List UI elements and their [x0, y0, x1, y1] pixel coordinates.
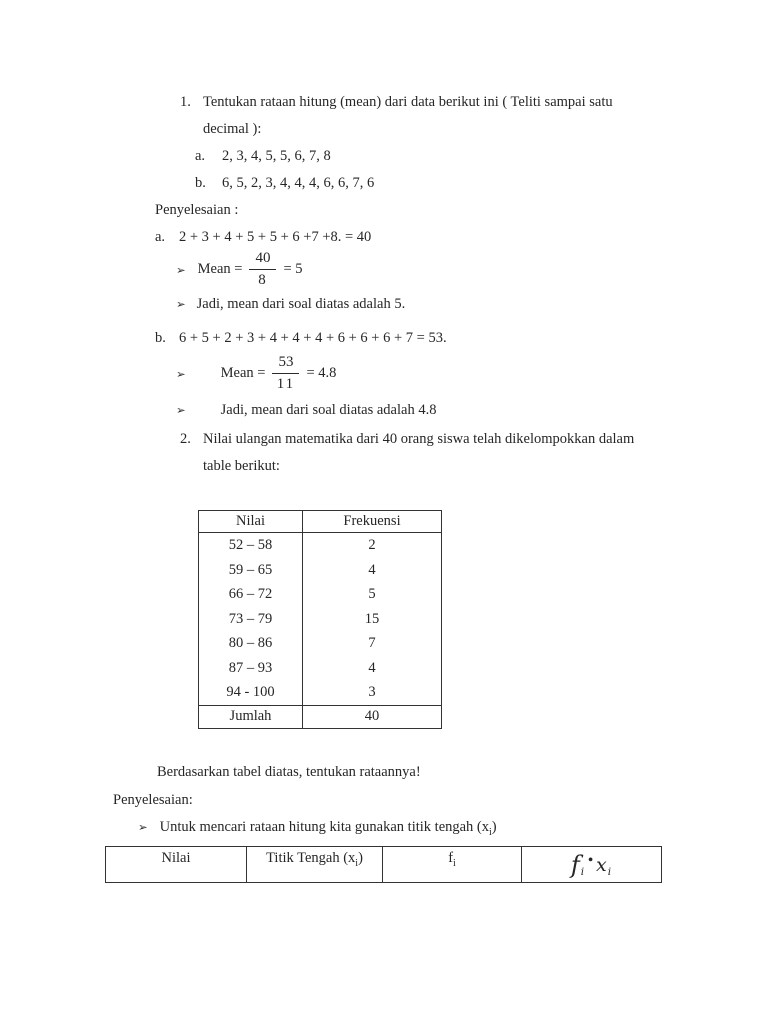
frekuensi-cell: 4 — [368, 561, 376, 578]
titik-tengah-close: ) — [358, 850, 363, 866]
solution-table-col-fi — [383, 847, 522, 882]
frekuensi-cell: 2 — [368, 537, 376, 553]
solution2-bullet-row — [138, 818, 497, 837]
solution-table-col-titik-tengah — [247, 847, 383, 882]
math-dot-operator: • — [588, 852, 594, 868]
problem1-item-a-values: 2, 3, 4, 5, 5, 6, 7, 8 — [222, 148, 331, 164]
solution1-a-conclusion: Jadi, mean dari soal diatas adalah 5. — [196, 296, 406, 312]
question2-text: Berdasarkan tabel diatas, tentukan rataannya! — [157, 764, 421, 780]
fraction-denominator: 11 — [276, 376, 296, 392]
math-x: x — [596, 853, 607, 876]
fraction-denominator: 8 — [258, 272, 268, 288]
solution-table-col-nilai: Nilai — [106, 847, 247, 882]
problem1-text-line2: decimal ): — [203, 121, 262, 137]
mean-result: = 5 — [283, 261, 303, 277]
bullet-text-post: ) — [491, 819, 497, 835]
solution1-b-conclusion-row — [176, 401, 436, 420]
mean-result: = 4.8 — [306, 365, 337, 381]
solution-table-col-fixi — [522, 847, 661, 882]
frekuensi-cell: 4 — [368, 659, 376, 676]
arrow-bullet-icon: ➢ — [176, 264, 186, 277]
problem1-number: 1. — [180, 94, 191, 110]
solution2-heading: Penyelesaian: — [113, 792, 193, 808]
subscript-i: i — [489, 826, 492, 838]
fraction-numerator: 40 — [249, 249, 276, 270]
fi-text: f — [448, 850, 454, 866]
problem1-item-b-label: b. — [195, 175, 206, 191]
table-row — [199, 656, 441, 681]
arrow-bullet-icon: ➢ — [176, 299, 186, 311]
nilai-cell: 59 – 65 — [199, 558, 303, 583]
table-row — [199, 582, 441, 607]
solution1-b-conclusion: Jadi, mean dari soal diatas adalah 4.8 — [220, 402, 437, 418]
arrow-bullet-icon: ➢ — [176, 368, 186, 381]
subscript-i: i — [453, 857, 456, 869]
solution1-b-mean-equation — [176, 353, 336, 394]
nilai-cell: 94 - 100 — [199, 680, 303, 705]
mean-label: Mean = — [197, 261, 243, 277]
problem1-text-line1: Tentukan rataan hitung (mean) dari data berikut ini ( Teliti sampai satu — [203, 94, 613, 110]
solution1-b-label: b. — [155, 330, 166, 346]
table-row — [199, 558, 441, 583]
problem1-item-a-label: a. — [195, 148, 206, 164]
solution-table-header — [105, 846, 662, 883]
jumlah-value-cell: 40 — [364, 707, 380, 724]
nilai-cell: 87 – 93 — [199, 656, 303, 681]
titik-tengah-text: Titik Tengah (x — [266, 850, 356, 866]
subscript-i: i — [355, 857, 359, 869]
jumlah-label-cell: Jumlah — [199, 706, 303, 728]
table-row — [199, 680, 441, 705]
nilai-cell: 73 – 79 — [199, 607, 303, 632]
fraction-numerator: 53 — [272, 353, 299, 374]
frequency-table — [198, 510, 442, 729]
table-row — [199, 631, 441, 656]
header-nilai: Nilai — [199, 511, 303, 532]
solution1-a-label: a. — [155, 229, 166, 245]
problem2-text-line2: table berikut: — [203, 458, 280, 474]
frequency-table-body — [199, 533, 441, 705]
header-frekuensi: Frekuensi — [343, 513, 401, 529]
solution1-b-sum: 6 + 5 + 2 + 3 + 4 + 4 + 4 + 6 + 6 + 6 + 7 = 53. — [179, 330, 447, 346]
bullet-text-pre: Untuk mencari rataan hitung kita gunakan titik tengah (x — [159, 819, 490, 835]
nilai-cell: 52 – 58 — [199, 533, 303, 558]
nilai-cell: 80 – 86 — [199, 631, 303, 656]
problem1-item-b-values: 6, 5, 2, 3, 4, 4, 4, 6, 6, 7, 6 — [222, 175, 375, 191]
frekuensi-cell: 3 — [368, 684, 376, 700]
fraction — [272, 353, 299, 394]
table-row — [199, 533, 441, 558]
nilai-cell: 66 – 72 — [199, 582, 303, 607]
math-f-subscript-i: i — [580, 865, 585, 878]
arrow-bullet-icon: ➢ — [138, 822, 148, 834]
solution1-a-conclusion-row — [176, 295, 405, 314]
solution1-a-mean-equation — [176, 249, 303, 290]
arrow-bullet-icon: ➢ — [176, 405, 186, 417]
math-f: f — [570, 850, 580, 879]
fraction — [249, 249, 276, 290]
frekuensi-cell: 7 — [368, 635, 376, 651]
frequency-table-header-row — [199, 511, 441, 533]
problem2-text-line1: Nilai ulangan matematika dari 40 orang siswa telah dikelompokkan dalam — [203, 431, 635, 447]
table-row — [199, 607, 441, 632]
frekuensi-cell: 5 — [368, 586, 376, 602]
frekuensi-cell: 15 — [364, 610, 380, 627]
problem2-number: 2. — [180, 431, 191, 447]
solution1-a-sum: 2 + 3 + 4 + 5 + 5 + 6 +7 +8. = 40 — [179, 229, 372, 245]
solution1-heading: Penyelesaian : — [155, 202, 239, 218]
mean-label: Mean = — [220, 365, 266, 381]
solution2-bullet-text — [160, 818, 497, 836]
frequency-table-footer-row — [199, 705, 441, 728]
math-x-subscript-i: i — [607, 865, 612, 878]
